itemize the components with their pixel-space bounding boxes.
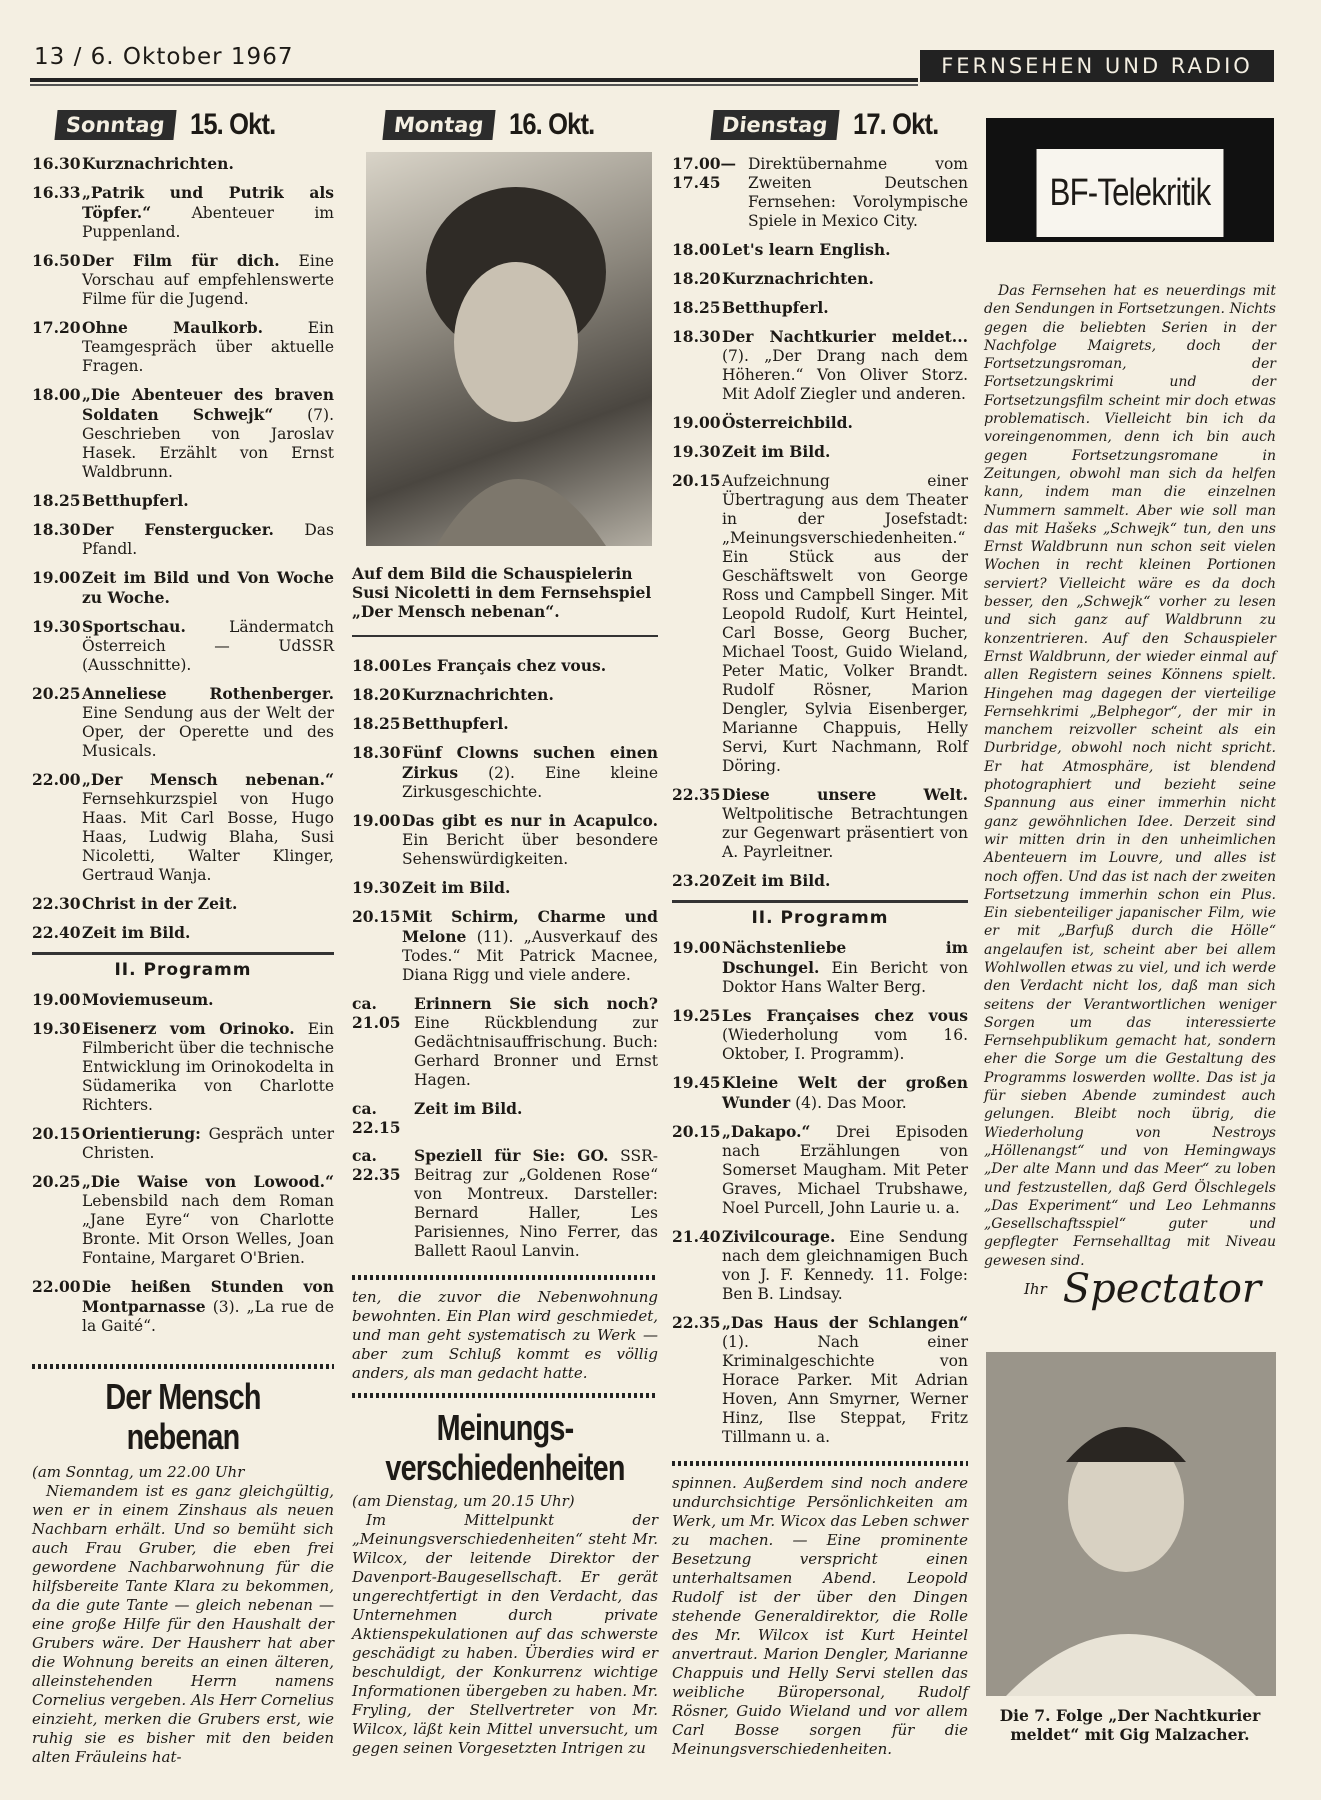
program-description — [722, 298, 968, 318]
program-text: Aufzeichnung einer Übertragung aus dem Theater in der Josefstadt: „Meinungsverschiedenheiten.“ Ein Stück aus der Geschäftswelt von George Ross und Campbell Singer. Mit Leopold Rudolf, Kurt Heintel, Carl Bosse, Georg Bucher, Michael Toost, Guido Wieland, Peter Matic, Volker Brandt. Rudolf Rösner, Marion Dengler, Sylvia Eisenberger, Marianne Chappuis, Helly Servi, Kurt Nachmann, Rolf Döring. — [722, 472, 968, 775]
program-entry — [672, 413, 968, 433]
program-title: Der Nachtkurier meldet... — [722, 327, 968, 346]
dienstag-program-list — [672, 154, 968, 891]
program-entry — [32, 990, 334, 1010]
program-title: Speziell für Sie: GO. — [414, 1146, 609, 1165]
program-time: 22.40 — [32, 923, 81, 942]
program-title: Betthupferl. — [82, 491, 189, 510]
article1-sub: (am Sonntag, um 22.00 Uhr — [32, 1463, 245, 1481]
program-title: Nächstenliebe im Dschungel. — [722, 938, 968, 977]
program-time: 19.30 — [352, 878, 401, 897]
program-time: 19.00 — [672, 413, 721, 432]
program-text: Ein Teamgespräch über aktuelle Fragen. — [82, 319, 334, 375]
program-title: Erinnern Sie sich noch? — [414, 994, 658, 1013]
program-description — [82, 1019, 334, 1115]
program-description — [402, 743, 658, 802]
program-time: 20.15 — [672, 471, 721, 490]
program-text: Eine Rückblendung zur Gedächtnisauffrischung. Buch: Gerhard Bronner und Ernst Hagen. — [414, 1014, 658, 1089]
program-title: Eisenerz vom Orinoko. — [82, 1019, 295, 1038]
program-entry — [32, 1277, 334, 1336]
program-entry — [32, 684, 334, 761]
program-description — [402, 878, 658, 898]
program-time: 22.30 — [32, 894, 81, 913]
program-entry — [32, 183, 334, 242]
program-title: „Der Mensch nebenan.“ — [82, 770, 334, 789]
program-description — [722, 871, 968, 891]
program-description — [82, 251, 334, 309]
montag-photo-caption-block — [352, 564, 658, 643]
program-description — [82, 617, 334, 675]
program-description — [722, 938, 968, 997]
program-description — [82, 568, 334, 608]
program-time: 18.25 — [672, 298, 721, 317]
program-description — [82, 385, 334, 482]
program-description — [414, 1099, 658, 1137]
program-description — [82, 154, 334, 174]
program-entry — [352, 656, 658, 676]
program-entry — [672, 1227, 968, 1304]
program-description — [722, 269, 968, 289]
article1-text: Niemandem ist es ganz gleichgültig, wen er in einem Zinshaus als neuen Nachbarn erhält. Und so bemüht sich auch Frau Gruber, die eben frei gewordene Nachbarwohnung für die hilfsbereite Tante Klara zu bekommen, da die gute Tante — gleich nebenan — eine große Hilfe für den Haushalt der Grubers wäre. Der Hausherr hat aber die Wohnung bereits an einen älteren, alleinstehenden Herrn namens Cornelius vergeben. Als Herr Cornelius einzieht, merken die Grubers erst, wie ruhig sie es bisher mit den beiden alten Fräuleins hat- — [32, 1482, 334, 1766]
program-title: Zivilcourage. — [722, 1227, 836, 1246]
montag-date: 16. Okt. — [508, 108, 594, 141]
program-time: 22.00 — [32, 1277, 81, 1296]
program-entry — [672, 785, 968, 862]
program-title: Zeit im Bild. — [722, 871, 831, 890]
program-title: „Patrik und Putrik als Töpfer.“ — [82, 183, 334, 222]
program-time: 18.20 — [352, 685, 401, 704]
program-entry — [672, 240, 968, 260]
telekritik-signature-row — [984, 1266, 1276, 1313]
program-time: 18.00 — [32, 385, 81, 404]
montag-tag: Montag — [382, 110, 495, 140]
program-description — [82, 318, 334, 376]
program-text: (7). Geschrieben von Jaroslav Hasek. Erzählt von Ernst Waldbrunn. — [82, 406, 334, 481]
program-time: 18.00 — [672, 240, 721, 259]
program-time: 16.50 — [32, 251, 81, 270]
portrait-illustration — [366, 152, 652, 546]
program-time: 19.00 — [32, 568, 81, 587]
program-title: Let's learn English. — [722, 240, 891, 259]
dienstag-column — [672, 154, 968, 1759]
article2-sub: (am Dienstag, um 20.15 Uhr) — [352, 1492, 575, 1510]
program-title: Diese unsere Welt. — [722, 785, 968, 804]
program-text: Das Pfandl. — [82, 521, 334, 558]
article2-title — [352, 1408, 658, 1488]
program-title: Mit Schirm, Charme und Melone — [402, 907, 658, 946]
program-entry — [352, 907, 658, 985]
program-description — [82, 1172, 334, 1268]
program-description — [82, 923, 334, 943]
program-time: 20.15 — [32, 1124, 81, 1143]
program-time: 19.00 — [352, 811, 401, 830]
program-title: Betthupferl. — [402, 714, 509, 733]
program-description — [722, 327, 968, 404]
program-text: (1). Nach einer Kriminalgeschichte von Horace Parker. Mit Adrian Hoven, Ann Smyrner, Werner Hinz, Ilse Steppat, Fritz Tillmann u. a. — [722, 1333, 968, 1446]
program-description — [82, 684, 334, 761]
program-title: Les Françaises chez vous — [722, 1006, 968, 1025]
program-time: 18.20 — [672, 269, 721, 288]
program-title: Kleine Welt der großen Wunder — [722, 1073, 968, 1112]
montag-program-list — [352, 656, 658, 1261]
program-entry — [672, 1122, 968, 1218]
program-entry — [352, 811, 658, 869]
program-description — [402, 907, 658, 985]
program-entry — [32, 770, 334, 885]
signature: Spectator — [1062, 1266, 1262, 1313]
program-text: Eine Vorschau auf empfehlenswerte Filme für die Jugend. — [82, 252, 334, 308]
dienstag-heading — [712, 108, 953, 148]
program-description — [722, 471, 968, 776]
program-time: 19.00 — [32, 990, 81, 1009]
telekritik-photo-caption: Die 7. Folge „Der Nachtkurier meldet“ mit Gig Malzacher. — [999, 1706, 1261, 1744]
program-time: 17.20 — [32, 318, 81, 337]
article2-title-line1: Meinungs- — [436, 1407, 574, 1448]
article2-continuation: spinnen. Außerdem sind noch andere undurchsichtige Persönlichkeiten am Werk, um Mr. Wicox das Leben schwer zu machen. — Eine prominente Besetzung verspricht einen unterhaltsamen Abend. Leopold Rudolf ist der über den Dingen stehende Generaldirektor, die Rolle des Mr. Wilcox ist Kurt Heintel anvertraut. Marion Dengler, Marianne Chappuis und Helly Servi stellen das weibliche Büropersonal, Rudolf Rösner, Guido Wieland und vor allem Carl Bosse sorgen für die Meinungsverschiedenheiten. — [672, 1474, 968, 1758]
program-time: 22.35 — [672, 1313, 721, 1332]
program-description — [82, 520, 334, 559]
program-text: Eine Sendung aus der Welt der Oper, der Operette und des Musicals. — [82, 704, 334, 760]
program-title: Österreichbild. — [722, 413, 853, 432]
program-time: 19.45 — [672, 1073, 721, 1092]
sonntag-tag: Sonntag — [54, 110, 176, 140]
program-time: 17.00—17.45 — [672, 154, 737, 192]
program-title: „Dakapo.“ — [722, 1122, 811, 1141]
program-time: 21.40 — [672, 1227, 721, 1246]
column-rule — [672, 900, 968, 903]
program-description — [722, 442, 968, 462]
dienstag-programm2-list — [672, 938, 968, 1447]
program-text: Direktübernahme vom Zweiten Deutschen Fernsehen: Vorolympische Spiele in Mexico City. — [748, 155, 968, 230]
dotted-divider — [672, 1461, 968, 1466]
program-time: ca. 21.05 — [352, 994, 401, 1032]
program-time: 19.00 — [672, 938, 721, 957]
telekritik-column — [984, 282, 1276, 1313]
dotted-divider — [352, 1275, 658, 1280]
program-text: (11). „Ausverkauf des Todes.“ Mit Patrick Macnee, Diana Rigg und viele andere. — [402, 928, 658, 984]
program-time: 16.30 — [32, 154, 81, 173]
program-description — [82, 1277, 334, 1336]
program-entry — [352, 1099, 658, 1137]
program-time: 20.15 — [352, 907, 401, 926]
susi-nicoletti-photo — [366, 152, 652, 546]
program-time: 19.25 — [672, 1006, 721, 1025]
program-text: (7). „Der Drang nach dem Höheren.“ Von Oliver Storz. Mit Adolf Ziegler und anderen. — [722, 347, 968, 403]
sonntag-program-list — [32, 154, 334, 943]
program-title: Anneliese Rothenberger. — [82, 684, 334, 703]
program-text: (2). Eine kleine Zirkusgeschichte. — [402, 764, 658, 801]
program-description — [748, 154, 968, 231]
program-time: 22.00 — [32, 770, 81, 789]
sonntag-programm2-list — [32, 990, 334, 1336]
program-description — [82, 183, 334, 242]
program-title: Betthupferl. — [722, 298, 829, 317]
program-entry — [32, 1124, 334, 1163]
signature-prefix: Ihr — [1024, 1280, 1047, 1299]
program-time: 19.30 — [32, 1019, 81, 1038]
telekritik-text: Das Fernsehen hat es neuerdings mit den Sendungen in Fortsetzungen. Nichts gegen die beliebten Serien in der Nachfolge Maigrets, doch der Fortsetzungsroman, der Fortsetzungskrimi und der Fortsetzungsfilm scheint mir doch etwas problematisch. Vielleicht bin ich da voreingenommen, denn ich bin auch gegen Fortsetzungsromane in Zeitungen, obwohl man sich da helfen kann, indem man die einzelnen Nummern sammelt. Aber wie soll man das mit Hašeks „Schwejk“ tun, den uns Ernst Waldbrunn nun schon seit vielen Wochen in recht kleinen Portionen serviert? Vielleicht wäre es da doch besser, den „Schwejk“ vorher zu lesen und sich ganz auf Waldbrunn zu konzentrieren. Auf den Schauspieler Ernst Waldbrunn, der wieder einmal auf allen Registern seines Könnens spielt. Hingehen mag dagegen der vierteilige Fernsehkrimi „Belphegor“, der mir in manchem reizvoller scheint als ein Durbridge, obwohl noch nicht spricht. Er hat Atmosphäre, ist blendend photographiert und bezieht seine Spannung aus einer immerhin nicht ganz gewöhnlichen Idee. Derzeit sind wir mitten drin in den unheimlichen Abenteuern im Louvre, und alles ist noch offen. Und das ist nach der zweiten Fortsetzung immerhin schon ein Plus. Ein siebenteiliger japanischer Film, wie er mit „Barfuß durch die Hölle“ angelaufen ist, scheint aber bei allem Wohlwollen etwas zu viel, und ich werde den Verdacht nicht los, daß man sich seitens der Verantwortlichen weniger Sorgen um das interessierte Fernsehpublikum gemacht hat, sondern eher die Sorge um die Gestaltung des Programms loswerden wollte. Das ist ja für sieben Abende zumindest auch gelungen. Bleibt noch übrig, die Wiederholung von Nestroys „Höllenangst“ und von Hemingways „Der alte Mann und das Meer“ zu loben und festzustellen, daß Gerd Ölschlegels „Das Experiment“ und Leo Lehmanns „Gesellschaftsspiel“ guter und gepflegter Fernsehalltag mit Niveau gewesen sind. — [984, 283, 1276, 1269]
program-entry — [32, 491, 334, 511]
program-description — [722, 1006, 968, 1064]
article1-continuation: ten, die zuvor die Nebenwohnung bewohnten. Ein Plan wird geschmiedet, und man geht systematisch zu Werk — aber zum Schluß kommt es völlig anders, als man gedacht hatte. — [352, 1288, 658, 1382]
section-title: FERNSEHEN UND RADIO — [920, 50, 1274, 82]
program-text: (Wiederholung vom 16. Oktober, I. Programm). — [722, 1026, 968, 1063]
program-description — [722, 1073, 968, 1113]
program-description — [402, 811, 658, 869]
dienstag-programm2-heading: II. Programm — [751, 908, 889, 928]
program-description — [414, 1146, 658, 1261]
program-title: Der Film für dich. — [82, 251, 280, 270]
program-title: Zeit im Bild. — [414, 1099, 523, 1118]
dotted-divider — [32, 1364, 334, 1369]
montag-photo-caption: Auf dem Bild die Schauspielerin Susi Nicoletti in dem Fernsehspiel „Der Mensch nebenan“. — [352, 564, 652, 621]
program-text: Ein Filmbericht über die technische Entwicklung im Orinokodelta in Südamerika von Charlotte Richters. — [82, 1020, 334, 1114]
program-entry — [352, 743, 658, 802]
program-time: 23.20 — [672, 871, 721, 890]
gig-malzacher-photo — [986, 1352, 1276, 1696]
program-time: 20.25 — [32, 1172, 81, 1191]
program-description — [722, 413, 968, 433]
program-title: Kurznachrichten. — [722, 269, 874, 288]
dotted-divider — [352, 1393, 658, 1398]
program-entry — [32, 385, 334, 482]
program-description — [722, 1313, 968, 1447]
program-description — [414, 994, 658, 1090]
program-text: Lebensbild nach dem Roman „Jane Eyre“ von Charlotte Bronte. Mit Orson Welles, Joan Fontaine, Margaret O'Brien. — [82, 1192, 334, 1267]
program-entry — [32, 568, 334, 608]
program-entry — [672, 938, 968, 997]
program-entry — [672, 269, 968, 289]
program-title: Kurznachrichten. — [402, 685, 554, 704]
program-description — [402, 714, 658, 734]
program-title: Zeit im Bild. — [722, 442, 831, 461]
program-entry — [352, 994, 658, 1090]
program-time: 19.30 — [32, 617, 81, 636]
program-entry — [32, 251, 334, 309]
program-text: Abenteuer im Puppenland. — [82, 204, 334, 241]
page-header-date: 13 / 6. Oktober 1967 — [34, 44, 294, 70]
program-description — [82, 990, 334, 1010]
program-description — [82, 1124, 334, 1163]
program-title: Der Fenstergucker. — [82, 520, 274, 539]
program-title: Moviemuseum. — [82, 990, 214, 1009]
program-text: (4). Das Moor. — [795, 1094, 907, 1112]
program-entry — [672, 1313, 968, 1447]
program-time: 18.30 — [32, 520, 81, 539]
program-time: 19.30 — [672, 442, 721, 461]
program-time: 16.33 — [32, 183, 81, 202]
program-description — [722, 1227, 968, 1304]
program-entry — [352, 685, 658, 705]
program-title: Ohne Maulkorb. — [82, 318, 263, 337]
program-time: ca. 22.35 — [352, 1146, 401, 1184]
montag-heading — [384, 108, 609, 148]
program-time: 20.15 — [672, 1122, 721, 1141]
program-entry — [32, 923, 334, 943]
program-entry — [672, 298, 968, 318]
program-text: Weltpolitische Betrachtungen zur Gegenwart präsentiert von A. Payrleitner. — [722, 805, 968, 861]
program-entry — [352, 1146, 658, 1261]
sonntag-column — [32, 154, 334, 1345]
program-text: (3). „La rue de la Gaité“. — [82, 1298, 334, 1335]
program-description — [722, 1122, 968, 1218]
program-text: Fernsehkurzspiel von Hugo Haas. Mit Carl Bosse, Hugo Haas, Ludwig Blaha, Susi Nicoletti, Walter Klinger, Gertraud Wanja. — [82, 790, 334, 884]
program-title: „Die Abenteuer des braven Soldaten Schwejk“ — [82, 385, 334, 424]
dienstag-tag: Dienstag — [710, 110, 839, 140]
article2-title-line2: verschiedenheiten — [385, 1447, 625, 1488]
program-entry — [32, 520, 334, 559]
program-description — [402, 685, 658, 705]
program-text: Gespräch unter Christen. — [82, 1125, 334, 1162]
program-text: Eine Sendung nach dem gleichnamigen Buch von J. F. Kennedy. 11. Folge: Ben B. Lindsay. — [722, 1228, 968, 1303]
program-title: Die heißen Stunden von Montparnasse — [82, 1277, 334, 1316]
program-description — [722, 240, 968, 260]
program-entry — [32, 617, 334, 675]
program-title: „Das Haus der Schlangen“ — [722, 1313, 968, 1332]
program-text: Drei Episoden nach Erzählungen von Somerset Maugham. Mit Peter Graves, Michael Trubshawe, Noel Purcell, John Laurie u. a. — [722, 1123, 968, 1217]
program-entry — [672, 871, 968, 891]
dienstag-date: 17. Okt. — [852, 108, 939, 141]
program-text: Ein Bericht über besondere Sehenswürdigkeiten. — [402, 831, 658, 868]
article2-text: Im Mittelpunkt der „Meinungsverschiedenheiten“ steht Mr. Wilcox, der leitende Direktor der Davenport-Baugesellschaft. Er gerät ungerechtfertigt in den Verdacht, das Unternehmen durch private Aktienspekulationen auf das schwerste geschädigt zu haben. Überdies wird er beschuldigt, der Konkurrenz wichtige Informationen übergeben zu haben. Mr. Fryling, der Stellvertreter von Mr. Wilcox, läßt kein Mittel unversucht, um gegen seinen Vorgesetzten Intrigen zu — [352, 1511, 658, 1757]
telekritik-photo-caption-block — [984, 1706, 1276, 1744]
program-title: Orientierung: — [82, 1124, 201, 1143]
program-time: 18.25 — [352, 714, 401, 733]
program-description — [82, 491, 334, 511]
program-text: SSR-Beitrag zur „Goldenen Rose“ von Montreux. Darsteller: Bernard Haller, Les Parisiennes, Nino Ferrer, das Ballett Raoul Lanvin. — [414, 1147, 658, 1260]
program-description — [82, 894, 334, 914]
program-entry — [672, 442, 968, 462]
program-text: Ein Bericht von Doktor Hans Walter Berg. — [722, 959, 968, 996]
program-time: 18.25 — [32, 491, 81, 510]
program-title: Zeit im Bild und Von Woche zu Woche. — [82, 568, 334, 607]
program-entry — [672, 154, 968, 231]
program-description — [722, 785, 968, 862]
program-title: Fünf Clowns suchen einen Zirkus — [402, 743, 658, 782]
program-time: 18.30 — [672, 327, 721, 346]
program-entry — [672, 1073, 968, 1113]
program-description — [82, 770, 334, 885]
sonntag-programm2-heading: II. Programm — [114, 960, 252, 980]
program-entry — [32, 318, 334, 376]
program-entry — [672, 327, 968, 404]
program-time: ca. 22.15 — [352, 1099, 401, 1137]
program-entry — [32, 154, 334, 174]
caption-rule — [352, 635, 658, 637]
program-entry — [352, 878, 658, 898]
program-title: Das gibt es nur in Acapulco. — [402, 811, 658, 830]
program-entry — [32, 894, 334, 914]
program-entry — [672, 471, 968, 776]
program-description — [402, 656, 658, 676]
column-rule — [32, 952, 334, 955]
sonntag-date: 15. Okt. — [189, 108, 276, 141]
program-title: Zeit im Bild. — [82, 923, 191, 942]
program-title: Zeit im Bild. — [402, 878, 511, 897]
header-rule — [30, 78, 918, 82]
program-entry — [32, 1172, 334, 1268]
program-title: Christ in der Zeit. — [82, 894, 238, 913]
article1-title: Der Mensch nebenan — [105, 1376, 261, 1457]
sonntag-heading — [56, 108, 290, 148]
program-title: Les Français chez vous. — [402, 656, 607, 675]
program-title: „Die Waise von Lowood.“ — [82, 1172, 334, 1191]
telekritik-label: BF-Telekritik — [1037, 149, 1224, 237]
montag-column — [352, 656, 658, 1758]
portrait-illustration — [986, 1352, 1276, 1696]
article-der-mensch-nebenan — [32, 1358, 334, 1767]
program-title: Sportschau. — [82, 617, 186, 636]
program-time: 22.35 — [672, 785, 721, 804]
program-time: 18.30 — [352, 743, 401, 762]
program-entry — [32, 1019, 334, 1115]
program-time: 18.00 — [352, 656, 401, 675]
program-title: Kurznachrichten. — [82, 154, 234, 173]
program-entry — [672, 1006, 968, 1064]
program-entry — [352, 714, 658, 734]
program-text: Ländermatch Österreich — UdSSR (Ausschnitte). — [82, 618, 334, 674]
program-time: 20.25 — [32, 684, 81, 703]
header-rule-thin — [30, 84, 918, 86]
